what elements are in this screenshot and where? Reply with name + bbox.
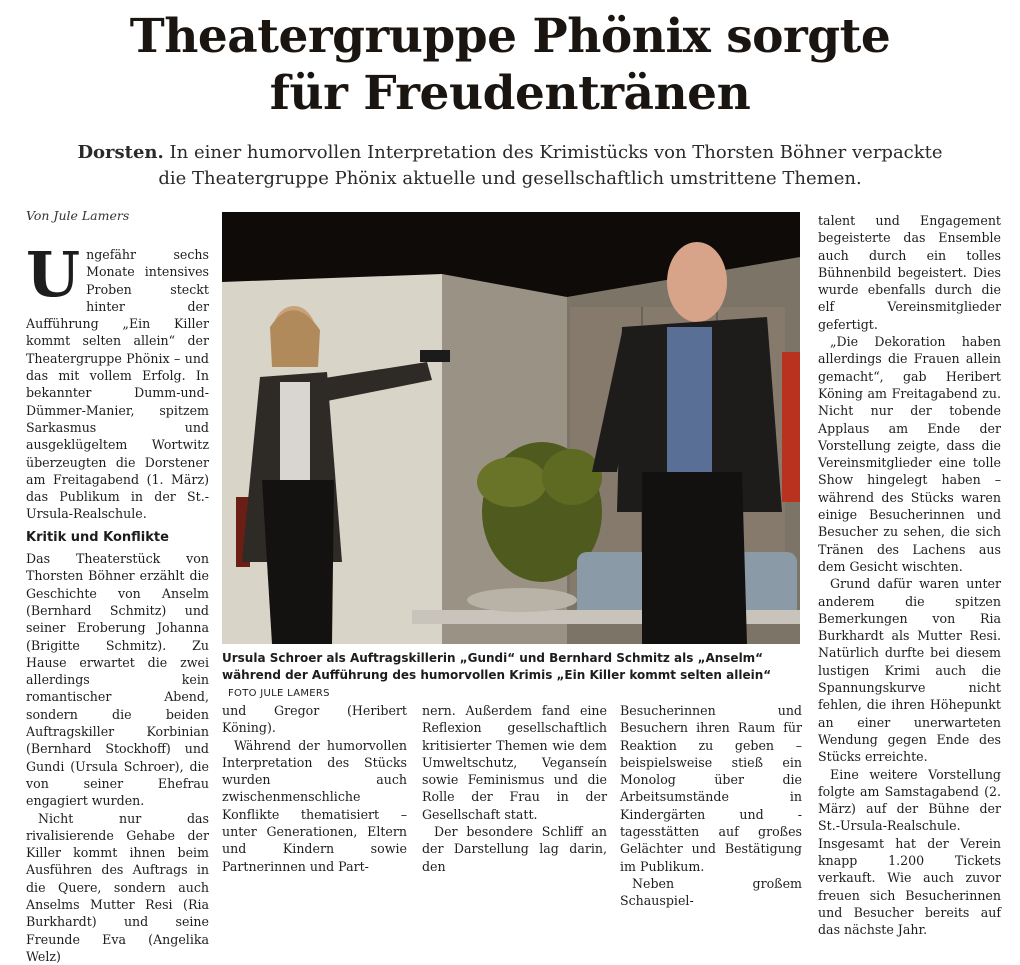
caption-text: Ursula Schroer als Auftragskillerin „Gundi“ und Bernhard Schmitz als „Anselm“ während der Aufführung des humorvollen Krimis „Ein Killer kommt selten allein“ — [222, 651, 771, 682]
adjacent-article-edge — [1010, 110, 1020, 865]
lead-line-1: In einer humorvollen Interpretation des Krimistücks von Thorsten Böhner verpackte — [170, 142, 943, 163]
dropcap: U — [26, 249, 80, 301]
paragraph: Grund dafür waren unter anderem die spitzen Bemerkungen von Ria Burkhardt als Mutter Resi. Natürlich durfte bei diesem lustigen Krimi auch die Spannungskurve nicht fehlen, die ihren Höhepunkt an einer unerwarteten Wendung gegen Ende des Stücks erreichte. — [818, 575, 1001, 765]
paragraph: Nicht nur das rivalisierende Gehabe der Killer kommt ihnen beim Ausführen des Auftrags in die Quere, sondern auch Anselms Mutter Resi (Ria Burkhardt) und seine Freunde Eva (Angelika Welz) — [26, 810, 209, 965]
subheading: Kritik und Konflikte — [26, 529, 209, 546]
photo-caption — [222, 650, 802, 702]
paragraph: Neben großem Schauspiel- — [620, 875, 802, 910]
lead-location: Dorsten. — [77, 142, 163, 163]
headline-line-1: Theatergruppe Phönix sorgte — [0, 8, 1020, 65]
paragraph: Der besondere Schliff an der Darstellung lag darin, den — [422, 823, 607, 875]
headline — [0, 8, 1020, 122]
headline-line-2: für Freudentränen — [0, 65, 1020, 122]
lead-paragraph — [60, 140, 960, 192]
paragraph: Das Theaterstück von Thorsten Böhner erzählt die Geschichte von Anselm (Bernhard Schmitz) und seiner Eroberung Johanna (Brigitte Schmitz). Zu Hause erwartet die zwei allerdings kein romantischer Abend, sondern die beiden Auftragskiller Korbinian (Bernhard Stockhoff) und Gundi (Ursula Schroer), die von seiner Ehefrau engagiert wurden. — [26, 550, 209, 809]
article-column-3 — [422, 702, 607, 875]
intro-paragraph: ngefähr sechs Monate intensives Proben steckt hinter der Aufführung „Ein Killer kommt selten allein“ der Theatergruppe Phönix – und das mit vollem Erfolg. In bekannter Dumm-und-Dümmer-Manier, spitzem Sarkasmus und ausgeklügeltem Wortwitz überzeugten die Dorstener am Freitagabend (1. März) das Publikum in der St.-Ursula-Realschule. — [26, 247, 209, 521]
paragraph: „Die Dekoration haben allerdings die Frauen allein gemacht“, gab Heribert Köning am Freitagabend zu. Nicht nur der tobende Applaus am Ende der Vorstellung zeigte, dass die Vereinsmitglieder eine tolle Show hingelegt haben – während des Stücks waren einige Besucherinnen und Besucher zu sehen, die sich Tränen des Lachens aus dem Gesicht wischten. — [818, 333, 1001, 575]
photo-credit: FOTO JULE LAMERS — [228, 688, 330, 699]
paragraph: und Gregor (Heribert Köning). — [222, 702, 407, 737]
stage-photo — [222, 212, 800, 644]
lead-line-2: die Theatergruppe Phönix aktuelle und gesellschaftlich umstrittene Themen. — [158, 168, 861, 189]
article-column-5 — [818, 212, 1001, 938]
paragraph: nern. Außerdem fand eine Reflexion gesellschaftlich kritisierter Themen wie dem Umweltschutz, Veganseín sowie Feminismus und die Rolle der Frau in der Gesellschaft statt. — [422, 702, 607, 823]
article-column-4 — [620, 702, 802, 910]
paragraph: Besucherinnen und Besuchern ihren Raum für Reaktion zu geben – beispielsweise stieß ein Monolog über die Arbeitsumstände in Kindergärten und -tagesstätten auf großes Gelächter und Bestätigung im Publikum. — [620, 702, 802, 875]
article-column-2 — [222, 702, 407, 875]
paragraph: Während der humorvollen Interpretation des Stücks wurden auch zwischenmenschliche Konflikte thematisiert – unter Generationen, Eltern und Kindern sowie Partnerinnen und Part- — [222, 737, 407, 875]
article-column-1 — [26, 246, 209, 965]
paragraph: Eine weitere Vorstellung folgte am Samstagabend (2. März) auf der Bühne der St.-Ursula-Realschule. Insgesamt hat der Verein knapp 1.200 Tickets verkauft. Wie auch zuvor freuen sich Besucherinnen und Besucher bereits auf das nächste Jahr. — [818, 766, 1001, 939]
paragraph: talent und Engagement begeisterte das Ensemble auch durch ein tolles Bühnenbild begeistert. Dies wurde ebenfalls durch die elf Vereinsmitglieder gefertigt. — [818, 212, 1001, 333]
byline: Von Jule Lamers — [26, 208, 129, 223]
